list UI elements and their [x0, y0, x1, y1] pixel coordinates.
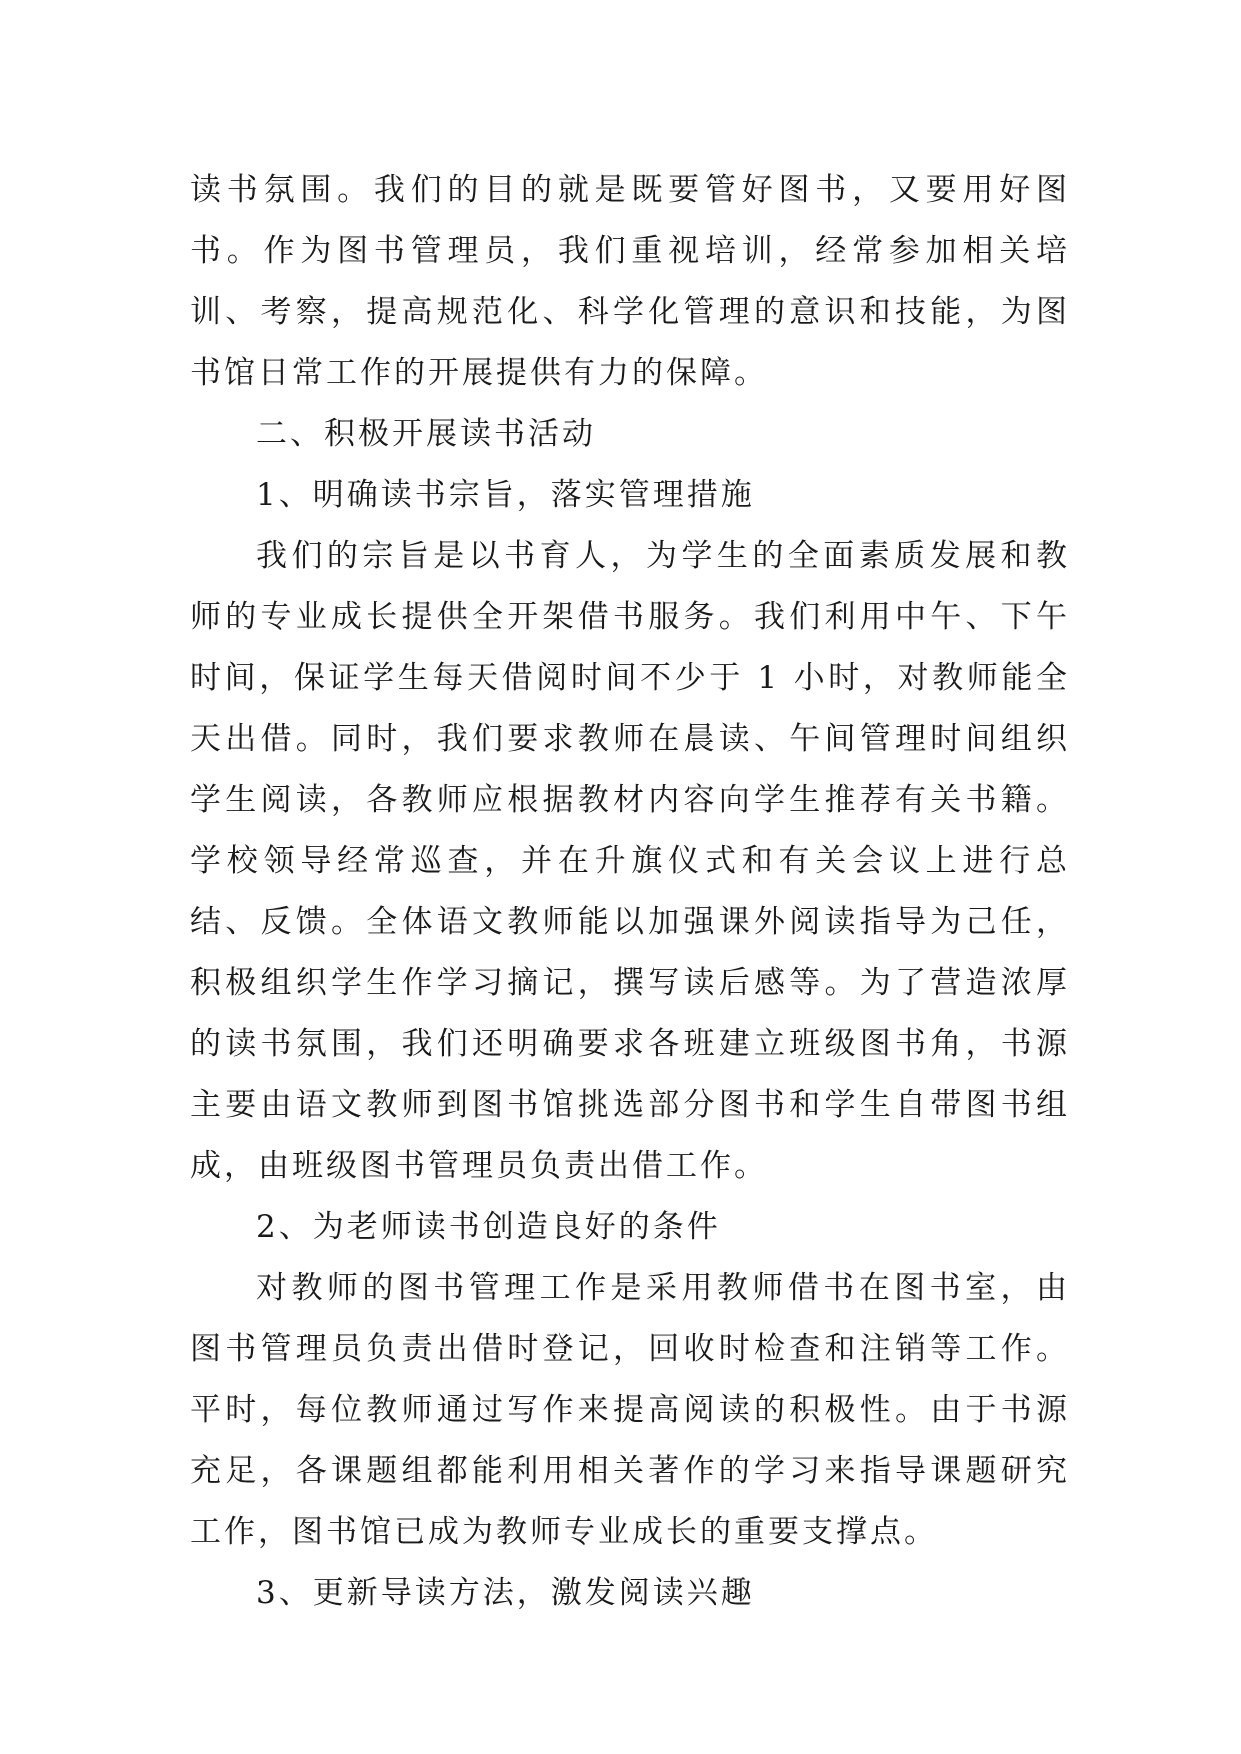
body-paragraph: 读书氛围。我们的目的就是既要管好图书，又要用好图书。作为图书管理员，我们重视培训，经常参加相关培训、考察，提高规范化、科学化管理的意识和技能，为图书馆日常工作的开展提供有力的保障。: [190, 172, 1070, 391]
document-body: [190, 160, 1070, 1624]
body-paragraph: 我们的宗旨是以书育人，为学生的全面素质发展和教师的专业成长提供全开架借书服务。我们利用中午、下午时间，保证学生每天借阅时间不少于 1 小时，对教师能全天出借。同时，我们要求教师在晨读、午间管理时间组织学生阅读，各教师应根据教材内容向学生推荐有关书籍。学校领导经常巡查，并在升旗仪式和有关会议上进行总结、反馈。全体语文教师能以加强课外阅读指导为己任，积极组织学生作学习摘记，撰写读后感等。为了营造浓厚的读书氛围，我们还明确要求各班建立班级图书角，书源主要由语文教师到图书馆挑选部分图书和学生自带图书组成，由班级图书管理员负责出借工作。: [190, 538, 1070, 1184]
subsection-heading: 3、更新导读方法，激发阅读兴趣: [256, 1575, 755, 1611]
subsection-heading: 2、为老师读书创造良好的条件: [256, 1209, 721, 1245]
body-paragraph: 对教师的图书管理工作是采用教师借书在图书室，由图书管理员负责出借时登记，回收时检查和注销等工作。平时，每位教师通过写作来提高阅读的积极性。由于书源充足，各课题组都能利用相关著作的学习来指导课题研究工作，图书馆已成为教师专业成长的重要支撑点。: [190, 1270, 1070, 1550]
subsection-heading: 1、明确读书宗旨，落实管理措施: [256, 477, 755, 513]
section-heading: 二、积极开展读书活动: [256, 416, 596, 452]
